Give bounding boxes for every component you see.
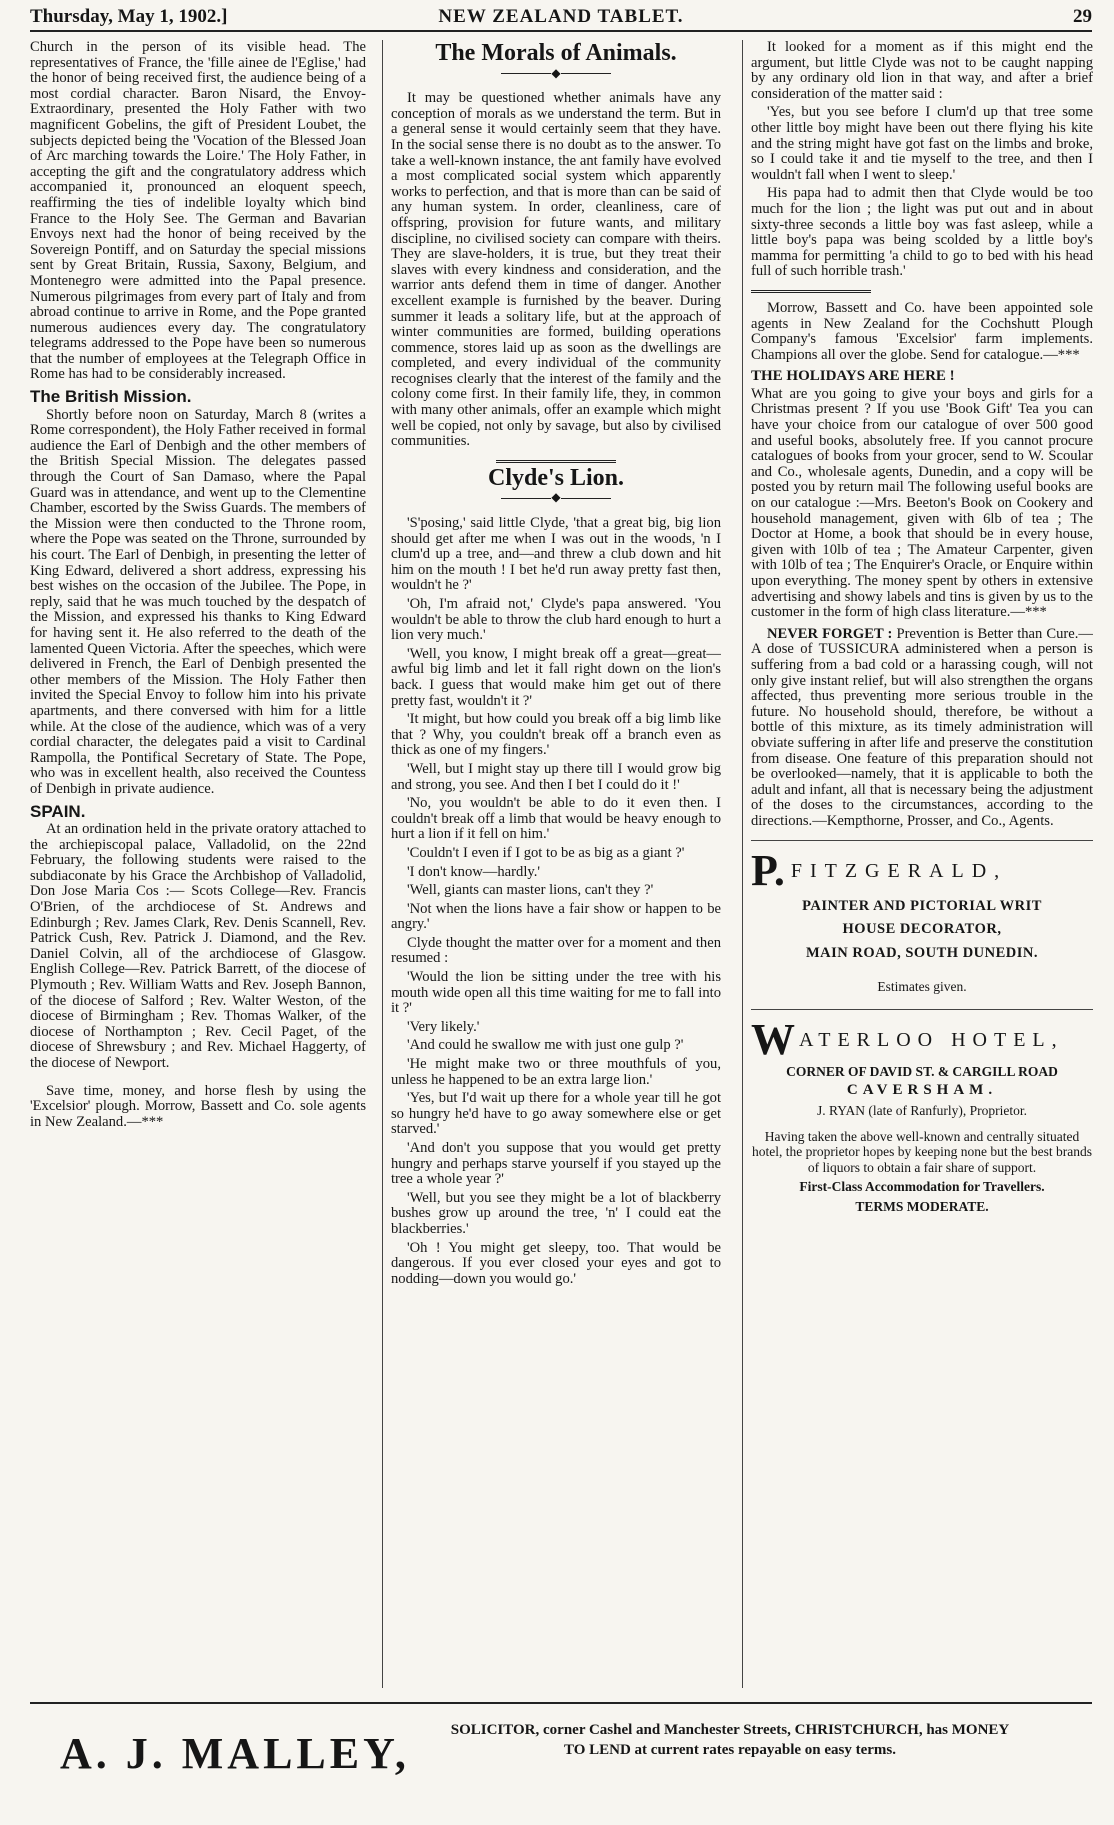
dialogue-paragraph: 'Very likely.' [407,1018,480,1035]
advert-line: MAIN ROAD, SOUTH DUNEDIN. [805,944,1039,961]
dialogue-paragraph: 'Would the lion be sitting under the tree with his mouth wide open all this time waiting for me to fall into it ?' [391,969,721,1017]
dialogue-paragraph: 'Yes, but you see before I clum'd up that tree some other little boy might have been out there flying his kite and the string might have got fast on the limbs and broke, so I could take it and tie myself to the tree, and then I wouldn't fall when I went to sleep.' [751,104,1093,183]
article-paragraph: Shortly before noon on Saturday, March 8 (writes a Rome correspondent), the Holy Father received in formal audience the Earl of Denbigh and the other members of the British Special Mission. The delegates passed through the Court of San Damaso, where the Papal Guard was in attendance, and went up to the Clementine Chamber, escorted by the Swiss Guards. The members of the Mission were then conducted to the Throne room, where the Pope was seated on the Throne, surrounded by his court. The Earl of Denbigh, in presenting the letter of King Edward, delivered a short address, expressing his best wishes on the occasion of the Jubilee. The Pope, in reply, said that he was much touched by the despatch of the Mission, and expressed his thanks to King Edward for having sent it. He also referred to the death of the lamented Queen Victoria. After the speeches, which were delivered in French, the Earl of Denbigh presented the other members of the Mission. The Holy Father then invited the Special Envoy to follow him into his private apartments, and there conversed with him for a little while. At the close of the audience, which was of a very cordial character, the delegates paid a visit to Cardinal Rampolla, the Pontifical Secretary of State. The Pope, who was in excellent health, also received the Countess of Denbigh in private audience. [30,406,366,797]
column-2 [382,40,721,1688]
title-divider: ◆ [391,490,721,506]
dialogue-paragraph: 'Not when the lions have a fair show or happen to be angry.' [391,900,721,933]
never-forget-heading: NEVER FORGET : [767,625,893,642]
header-title: NEW ZEALAND TABLET. [438,6,684,27]
footer-text [380,1720,1080,1760]
advert-line: First-Class Accommodation for Travellers. [799,1179,1045,1195]
section-heading-british-mission: The British Mission. [30,387,192,407]
advert-line: TERMS MODERATE. [855,1199,989,1215]
advert-line: J. RYAN (late of Ranfurly), Proprietor. [817,1103,1027,1119]
dialogue-paragraph: 'S'posing,' said little Clyde, 'that a great big, big lion should get after me when I was out in the woods, 'n I clum'd up a tree, and—and threw a club down and hit him on the mouth ! I bet he'd run away pretty fast then, wouldn't he ?' [391,515,721,594]
footer-line: SOLICITOR, corner Cashel and Manchester Streets, CHRISTCHURCH, has MONEY [450,1722,1010,1738]
header-date: Thursday, May 1, 1902.] [30,6,228,27]
dialogue-paragraph: 'No, you wouldn't be able to do it even then. I couldn't break off a limb that would be heavy enough to hurt a lion if it fell on him.' [391,795,721,843]
footer-name: A. J. MALLEY, [60,1729,410,1778]
article-title-clydes-lion: Clyde's Lion. [487,464,625,491]
advert-name: ATERLOO HOTEL, [799,1028,1064,1051]
article-paragraph: It may be questioned whether animals have any conception of morals as we understand the term. But in a general sense it would certainly seem that they have. In the social sense there is no doubt as to the answer. To take a well-known instance, the ant family have evolved a most complicated social system which apparently works to perfection, and that is more than can be said of any human system. In order, cleanliness, care of offspring, provision for future wants, and military discipline, no civilised society can compare with theirs. They are slave-holders, it is true, but they treat their slaves with every kindness and consideration, and the warrior ants defend them in time of danger. Another excellent example is furnished by the beaver. During summer it leads a solitary life, but at the approach of winter communities are formed, building operations commence, stores laid up as soon as the dwellings are completed, and every individual of the community recognises clearly that the interest of the family and the colony come first. In their family life, they, in common with many other animals, offer an example which might well be copied, not only by savage, but also by civilised communities. [391,90,721,450]
advert-name: FITZGERALD, [790,859,1008,882]
advert-line: CORNER OF DAVID ST. & CARGILL ROAD [786,1063,1058,1079]
page-header [30,4,1092,32]
advert-initial: W [751,1019,795,1060]
dialogue-paragraph: 'Couldn't I even if I got to be as big as a giant ?' [407,844,685,861]
advert-line: Estimates given. [877,979,967,995]
footer-line: TO LEND at current rates repayable on easy terms. [563,1742,897,1758]
column-1 [30,40,366,1688]
tussicura-notice: Prevention is Better than Cure.—A dose of TUSSICURA administered when a person is suffering from a bad cold or a harassing cough, will not only give instant relief, but will also strengthen the organs affected, thus preventing more serious trouble in the future. No household should, therefore, be without a bottle of this mixture, as its timely administration will obviate suffering in after life and preserve the constitution from disease. One feature of this preparation should not be overlooked—namely, that it is applicable to both the adult and infant, all that is necessary being the adjustment of the doses to the circumstances, according to the directions.—Kempthorne, Prosser, and Co., Agents. [751,625,1093,829]
dialogue-paragraph: 'He might make two or three mouthfuls of you, unless he happened to be an extra large lion.' [391,1056,721,1088]
holidays-notice: What are you going to give your boys and girls for a Christmas present ? If you use 'Book Gift' Tea you can have your choice from our catalogue of over 500 good and useful books, absolutely free. If you cannot procure catalogues of books from your grocer, send to W. Scoular and Co., wholesale agents, Dunedin, and a copy will be posted you by return mail The following useful books are on our catalogue :—Mrs. Beeton's Book on Cookery and household management, given with 6lb of tea ; The Doctor at Home, a book that should be in every house, given with 10lb of tea ; The Amateur Carpenter, given with 10lb of tea ; The Enquirer's Oracle, or Enquire within upon everything. The money spent by others in extensive advertising and showy labels and tins is given by us to the customer in the form of high class literature.—*** [751,385,1093,621]
dialogue-paragraph: 'Oh ! You might get sleepy, too. That would be dangerous. If you ever closed your eyes and got to nodding—down you would go.' [391,1239,721,1287]
article-paragraph: Church in the person of its visible head. The representatives of France, the 'fille ainee de l'Eglise,' had the honor of being received first, the audience being of a most cordial character. Baron Nisard, the Envoy-Extraordinary, presented the Holy Father with two magnificent Gobelins, the gift of President Loubet, the subjects depicted being the 'Vocation of the Blessed Joan of Arc marching towards the Loire.' The Holy Father, in accepting the gift and the congratulatory address which accompanied it, pronounced an eloquent speech, reaffirming the ties of indelible loyalty which bind France to the Holy See. The German and Bavarian Envoys next had the honor of being received by the Sovereign Pontiff, and on Saturday the special missions sent by Great Britain, Russia, Saxony, Belgium, and Montenegro were admitted into the Papal presence. Numerous pilgrimages from every part of Italy and from abroad continue to arrive in Rome, and the Pope granted numerous audiences every day. The congratulatory telegrams addressed to the Pope have been so numerous that the number of employees at the Telegraph Office in Rome has had to be considerably increased. [30,40,366,383]
title-divider: ◆ [391,66,721,82]
advert-line: PAINTER AND PICTORIAL WRIT [802,897,1042,914]
dialogue-paragraph: 'Well, giants can master lions, can't they ?' [407,882,654,899]
advert-initial: P. [751,850,785,891]
article-paragraph: At an ordination held in the private oratory attached to the archiepiscopal palace, Valladolid, on the 22nd February, the following students were raised to the subdiaconate by his Grace the Archbishop of Valladolid, Don Jose Maria Cos :— Scots College—Rev. Francis O'Brien, of the archdiocese of St. Andrews and Edinburgh ; Rev. James Clark, Rev. Denis Scannell, Rev. Patrick Cush, Rev. Patrick J. Diamond, and the Rev. Daniel Colvin, all of the archdiocese of Glasgow. English College—Rev. Patrick Barrett, of the diocese of Plymouth ; Rev. William Watts and Rev. Joseph Bannon, of the diocese of Salford ; Rev. Walter Weston, of the diocese of Birmingham ; Rev. Thomas Walker, of the diocese of Northampton ; Rev. Cecil Paget, of the diocese of Shrewsbury ; and Rev. Michael Haggerty, of the diocese of Newport. [30,821,366,1071]
dialogue-paragraph: 'And could he swallow me with just one gulp ?' [407,1037,684,1054]
dialogue-paragraph: 'It might, but how could you break off a big limb like that ? Why, you couldn't break off a branch even as thick as one of my fingers.' [391,711,721,759]
dialogue-paragraph: 'Well, you know, I might break off a great—great—awful big limb and let it fall right down on the lion's back. I guess that would make him get out of there pretty fast, wouldn't it ?' [391,645,721,709]
section-divider [751,290,871,293]
holidays-heading: THE HOLIDAYS ARE HERE ! [751,368,955,385]
dialogue-paragraph: 'I don't know—hardly.' [407,863,540,880]
advert-line: Having taken the above well-known and centrally situated hotel, the proprietor hopes by keeping none but the best brands of liquors to obtain a fair share of support. [751,1128,1093,1175]
dialogue-paragraph: 'And don't you suppose that you would get pretty hungry and perhaps starve yourself if you stayed up the tree a whole year ?' [391,1140,721,1188]
section-divider [496,460,616,463]
advert-waterloo-hotel [751,1009,1093,1215]
dialogue-paragraph: It looked for a moment as if this might end the argument, but little Clyde was not to be caught napping by any ordinary old lion in that way, and after a brief consideration of the matter said : [751,40,1093,102]
clyde-dialogue [391,516,721,1287]
dialogue-paragraph: His papa had to admit then that Clyde would be too much for the lion ; the light was put out and in about sixty-three seconds a little boy was fast asleep, while a little boy's papa was being scolded by a little boy's mamma for permitting 'a child to go to bed with his head full of such horrible trash.' [751,185,1093,280]
advert-line: CAVERSHAM. [846,1082,998,1099]
dialogue-paragraph: 'Well, but I might stay up there till I would grow big and strong, you see. And then I bet I could do it !' [391,760,721,793]
article-title-morals-of-animals: The Morals of Animals. [435,40,677,66]
advert-line: HOUSE DECORATOR, [842,921,1002,938]
section-heading-spain: SPAIN. [30,801,86,821]
dialogue-paragraph: 'Well, but you see they might be a lot of blackberry bushes grow up around the tree, 'n' I could eat the blackberries.' [391,1189,721,1237]
column-3 [742,40,1093,1688]
excelsior-notice: Save time, money, and horse flesh by using the 'Excelsior' plough. Morrow, Bassett and Co. sole agents in New Zealand.—*** [30,1082,366,1130]
dialogue-paragraph: 'Oh, I'm afraid not,' Clyde's papa answered. 'You wouldn't be able to throw the club hard enough to hurt a lion very much.' [391,596,721,644]
dialogue-paragraph: Clyde thought the matter over for a moment and then resumed : [391,934,721,967]
advert-fitzgerald [751,840,1093,995]
morrow-bassett-notice: Morrow, Bassett and Co. have been appointed sole agents in New Zealand for the Cochshutt Plough Company's famous 'Excelsior' farm implements. Champions all over the globe. Send for catalogue.—*** [751,299,1093,363]
header-page-number: 29 [1073,6,1092,27]
dialogue-paragraph: 'Yes, but I'd wait up there for a whole year till he got so hungry he'd have to go away somewhere else or get starved.' [391,1090,721,1138]
footer-advert [30,1702,1092,1814]
clyde-dialogue-continued [751,40,1093,280]
